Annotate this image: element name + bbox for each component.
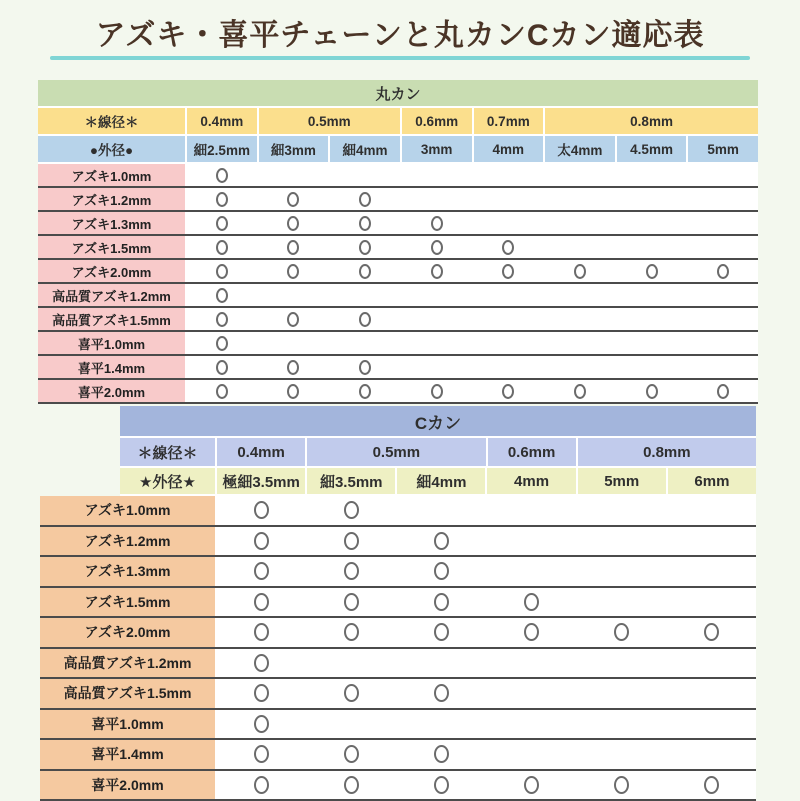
compat-cell [578,710,666,739]
compat-mark-circle-icon [359,192,371,207]
compat-cell [217,740,305,769]
table-row [38,356,758,380]
compat-cell [330,356,400,378]
compat-cell [474,164,544,186]
compat-mark-circle-icon [216,312,228,327]
compat-cell [487,649,575,678]
chain-row-label: 高品質アズキ1.2mm [40,649,215,678]
compat-cell [402,332,472,354]
compat-cell [217,649,305,678]
compat-mark-circle-icon [216,264,228,279]
compat-mark-circle-icon [359,312,371,327]
chain-row-label: 高品質アズキ1.2mm [38,284,185,306]
compat-cell [487,588,575,617]
compat-cell [688,260,758,282]
compat-cell [330,212,400,234]
compat-cell [187,260,257,282]
compat-cell [617,188,687,210]
outer-diameter-cell: 6mm [668,468,756,494]
compat-cell [545,236,615,258]
compat-cell [187,380,257,402]
compat-mark-circle-icon [287,192,299,207]
compat-cell [259,356,329,378]
outer-diameter-cell: 4.5mm [617,136,687,162]
compat-cell [217,771,305,800]
table-row [40,740,756,771]
chain-row-label: アズキ1.0mm [38,164,185,186]
compat-mark-circle-icon [254,745,269,763]
compat-cell [688,236,758,258]
wire-diameter-cell: 0.4mm [187,108,257,134]
compat-mark-circle-icon [287,360,299,375]
outer-diameter-header-row [120,468,756,496]
compat-mark-circle-icon [216,360,228,375]
compat-cell [688,188,758,210]
compat-cell [330,380,400,402]
compat-mark-circle-icon [434,745,449,763]
compat-mark-circle-icon [216,384,228,399]
table-row [40,771,756,801]
wire-diameter-cell: 0.4mm [217,438,305,466]
compat-cell [330,308,400,330]
table-row [38,188,758,212]
compat-cell [307,588,395,617]
compat-mark-circle-icon [431,384,443,399]
compat-cell [668,557,756,586]
wire-diameter-cell: 0.5mm [307,438,485,466]
compat-cell [545,284,615,306]
outer-diameter-cell: 細3mm [259,136,329,162]
table-row [40,649,756,680]
compat-cell [578,496,666,525]
compat-cell [617,380,687,402]
compat-cell [474,212,544,234]
compat-mark-circle-icon [574,264,586,279]
outer-diameter-cell: 太4mm [545,136,615,162]
table-row [40,496,756,527]
compat-mark-circle-icon [359,360,371,375]
table-row [38,212,758,236]
compat-cell [617,212,687,234]
compat-mark-circle-icon [502,384,514,399]
compat-mark-circle-icon [434,562,449,580]
compat-mark-circle-icon [359,384,371,399]
marukan-compat-table [38,80,758,404]
compat-cell [330,188,400,210]
compat-mark-circle-icon [646,384,658,399]
outer-diameter-cell: 4mm [487,468,575,494]
compat-cell [187,284,257,306]
outer-diameter-cell: 細2.5mm [187,136,257,162]
compat-cell [578,527,666,556]
compat-cell [688,212,758,234]
compat-cell [402,236,472,258]
compat-mark-circle-icon [704,623,719,641]
table-header-block [120,406,756,496]
table-row [40,588,756,619]
compat-cell [487,679,575,708]
compat-cell [578,588,666,617]
compat-cell [397,771,485,800]
compat-cell [402,260,472,282]
compat-cell [668,679,756,708]
table-row [38,308,758,332]
compat-cell [217,557,305,586]
compat-cell [688,332,758,354]
compat-mark-circle-icon [614,776,629,794]
compat-mark-circle-icon [254,501,269,519]
compat-cell [688,308,758,330]
compat-mark-circle-icon [216,240,228,255]
compat-mark-circle-icon [359,216,371,231]
outer-diameter-cell: 細4mm [330,136,400,162]
compat-cell [259,188,329,210]
outer-diameter-cell: 極細3.5mm [217,468,305,494]
chain-row-label: アズキ1.3mm [38,212,185,234]
compat-mark-circle-icon [344,562,359,580]
chain-row-label: 喜平1.4mm [38,356,185,378]
wire-diameter-cell: 0.8mm [545,108,758,134]
chain-row-label: 高品質アズキ1.5mm [40,679,215,708]
table-row [40,618,756,649]
compat-mark-circle-icon [216,288,228,303]
compat-cell [330,236,400,258]
compat-cell [487,740,575,769]
compat-mark-circle-icon [254,684,269,702]
compat-cell [617,308,687,330]
compat-cell [545,332,615,354]
compat-cell [397,527,485,556]
outer-diameter-header-row [38,136,758,164]
compat-mark-circle-icon [434,776,449,794]
compat-cell [307,649,395,678]
compat-cell [397,679,485,708]
chain-row-label: 喜平1.4mm [40,740,215,769]
compat-mark-circle-icon [254,776,269,794]
compat-cell [307,740,395,769]
ckan-compat-table [40,406,756,801]
compat-mark-circle-icon [254,593,269,611]
compat-cell [487,618,575,647]
compat-cell [474,188,544,210]
chain-row-label: アズキ1.2mm [40,527,215,556]
compat-cell [487,771,575,800]
table-row [38,260,758,284]
compat-cell [330,332,400,354]
chain-row-label: 高品質アズキ1.5mm [38,308,185,330]
compat-cell [474,236,544,258]
compat-cell [307,557,395,586]
compat-cell [617,236,687,258]
compat-cell [474,380,544,402]
wire-diameter-row-label: ＊線径＊ [120,438,215,466]
compat-cell [217,496,305,525]
compat-cell [217,679,305,708]
chain-row-label: 喜平1.0mm [40,710,215,739]
compat-mark-circle-icon [717,264,729,279]
compat-cell [187,164,257,186]
compat-cell [259,212,329,234]
compat-cell [668,649,756,678]
outer-diameter-cell: 3mm [402,136,472,162]
compat-cell [487,710,575,739]
compat-cell [397,557,485,586]
compat-cell [259,236,329,258]
compat-mark-circle-icon [254,654,269,672]
outer-diameter-cell: 4mm [474,136,544,162]
compat-mark-circle-icon [524,593,539,611]
wire-diameter-cell: 0.7mm [474,108,544,134]
compat-cell [668,771,756,800]
compat-mark-circle-icon [614,623,629,641]
wire-diameter-cell: 0.6mm [488,438,576,466]
table-row [40,710,756,741]
compat-mark-circle-icon [431,240,443,255]
compat-cell [307,527,395,556]
table-row [40,679,756,710]
compat-cell [545,380,615,402]
table-rows [38,164,758,404]
compat-cell [307,618,395,647]
compat-cell [668,527,756,556]
compat-mark-circle-icon [431,216,443,231]
compat-cell [474,308,544,330]
compat-cell [617,284,687,306]
compat-mark-circle-icon [359,264,371,279]
table-row [40,527,756,558]
compat-cell [307,710,395,739]
chain-row-label: アズキ1.5mm [38,236,185,258]
wire-diameter-cell: 0.5mm [259,108,400,134]
compat-cell [688,380,758,402]
compat-mark-circle-icon [344,684,359,702]
compat-cell [617,260,687,282]
compat-mark-circle-icon [344,532,359,550]
compat-mark-circle-icon [287,216,299,231]
compat-mark-circle-icon [574,384,586,399]
compat-cell [474,284,544,306]
compat-cell [487,557,575,586]
chain-row-label: アズキ1.3mm [40,557,215,586]
wire-diameter-row-label: ＊線径＊ [38,108,185,134]
compat-mark-circle-icon [216,192,228,207]
compat-cell [259,380,329,402]
compat-mark-circle-icon [524,623,539,641]
compat-cell [688,164,758,186]
compat-cell [578,557,666,586]
compat-mark-circle-icon [287,264,299,279]
compat-mark-circle-icon [502,240,514,255]
compat-mark-circle-icon [646,264,658,279]
compat-mark-circle-icon [524,776,539,794]
compat-mark-circle-icon [287,240,299,255]
table-row [40,557,756,588]
page-header [0,16,800,60]
compat-cell [217,710,305,739]
compat-cell [402,188,472,210]
compat-cell [307,771,395,800]
compat-cell [397,618,485,647]
compat-mark-circle-icon [344,501,359,519]
compat-mark-circle-icon [502,264,514,279]
outer-diameter-cell: 細3.5mm [307,468,395,494]
compat-cell [402,284,472,306]
compat-cell [217,588,305,617]
compat-mark-circle-icon [431,264,443,279]
compat-cell [259,332,329,354]
compat-cell [668,588,756,617]
compat-cell [474,332,544,354]
table-row [38,236,758,260]
compat-mark-circle-icon [344,623,359,641]
compat-cell [474,356,544,378]
wire-diameter-header-row [38,108,758,136]
wire-diameter-cell: 0.8mm [578,438,756,466]
compat-cell [259,260,329,282]
compat-cell [487,527,575,556]
compat-mark-circle-icon [434,623,449,641]
compat-mark-circle-icon [344,776,359,794]
compat-cell [187,188,257,210]
compat-cell [402,380,472,402]
table-row [38,332,758,356]
compat-mark-circle-icon [717,384,729,399]
title-underline [50,56,750,60]
chain-row-label: アズキ2.0mm [40,618,215,647]
outer-diameter-cell: 細4mm [397,468,485,494]
compat-mark-circle-icon [434,532,449,550]
compat-mark-circle-icon [216,336,228,351]
compat-mark-circle-icon [216,168,228,183]
compat-cell [617,164,687,186]
compat-mark-circle-icon [254,532,269,550]
compat-cell [402,164,472,186]
compat-cell [617,332,687,354]
compat-cell [397,588,485,617]
compat-cell [545,164,615,186]
compat-mark-circle-icon [344,745,359,763]
compat-cell [474,260,544,282]
compat-cell [330,260,400,282]
table-row [38,164,758,188]
compat-cell [545,260,615,282]
compat-cell [307,679,395,708]
compat-mark-circle-icon [287,384,299,399]
chain-row-label: アズキ2.0mm [38,260,185,282]
compat-cell [330,284,400,306]
table-title: Cカン [120,406,756,438]
compat-mark-circle-icon [254,715,269,733]
compat-cell [578,679,666,708]
compat-cell [259,284,329,306]
compat-mark-circle-icon [344,593,359,611]
compat-cell [217,618,305,647]
compat-cell [187,212,257,234]
compat-mark-circle-icon [254,562,269,580]
wire-diameter-header-row [120,438,756,468]
compat-cell [668,740,756,769]
compat-mark-circle-icon [359,240,371,255]
compat-cell [578,649,666,678]
compat-cell [187,308,257,330]
compat-cell [402,356,472,378]
compat-cell [217,527,305,556]
compat-mark-circle-icon [287,312,299,327]
outer-diameter-cell: 5mm [578,468,666,494]
table-row [38,284,758,308]
outer-diameter-cell: 5mm [688,136,758,162]
compat-cell [578,771,666,800]
compat-cell [668,710,756,739]
chain-row-label: 喜平2.0mm [38,380,185,402]
compat-cell [397,649,485,678]
compat-cell [259,164,329,186]
chain-row-label: アズキ1.0mm [40,496,215,525]
compat-cell [688,284,758,306]
compat-cell [545,356,615,378]
compat-mark-circle-icon [434,593,449,611]
compat-cell [187,356,257,378]
compat-cell [545,308,615,330]
table-row [38,380,758,404]
compat-cell [402,308,472,330]
compat-cell [578,740,666,769]
wire-diameter-cell: 0.6mm [402,108,472,134]
chain-row-label: 喜平1.0mm [38,332,185,354]
compat-cell [402,212,472,234]
outer-diameter-row-label: ●外径● [38,136,185,162]
compat-cell [545,212,615,234]
outer-diameter-row-label: ★外径★ [120,468,215,494]
compat-cell [187,236,257,258]
compat-cell [487,496,575,525]
table-title: 丸カン [38,80,758,108]
compat-mark-circle-icon [434,684,449,702]
compat-cell [397,496,485,525]
page-title: アズキ・喜平チェーンと丸カンCカン適応表 [96,16,705,55]
compat-cell [187,332,257,354]
compat-cell [307,496,395,525]
compat-mark-circle-icon [704,776,719,794]
compat-cell [397,710,485,739]
chain-row-label: アズキ1.5mm [40,588,215,617]
chain-row-label: 喜平2.0mm [40,771,215,800]
compat-cell [668,618,756,647]
compat-cell [545,188,615,210]
compat-mark-circle-icon [254,623,269,641]
compat-mark-circle-icon [216,216,228,231]
compat-cell [617,356,687,378]
compat-cell [397,740,485,769]
table-rows [40,496,756,801]
compat-cell [259,308,329,330]
compat-cell [688,356,758,378]
compat-cell [330,164,400,186]
compat-cell [668,496,756,525]
chain-row-label: アズキ1.2mm [38,188,185,210]
compat-cell [578,618,666,647]
